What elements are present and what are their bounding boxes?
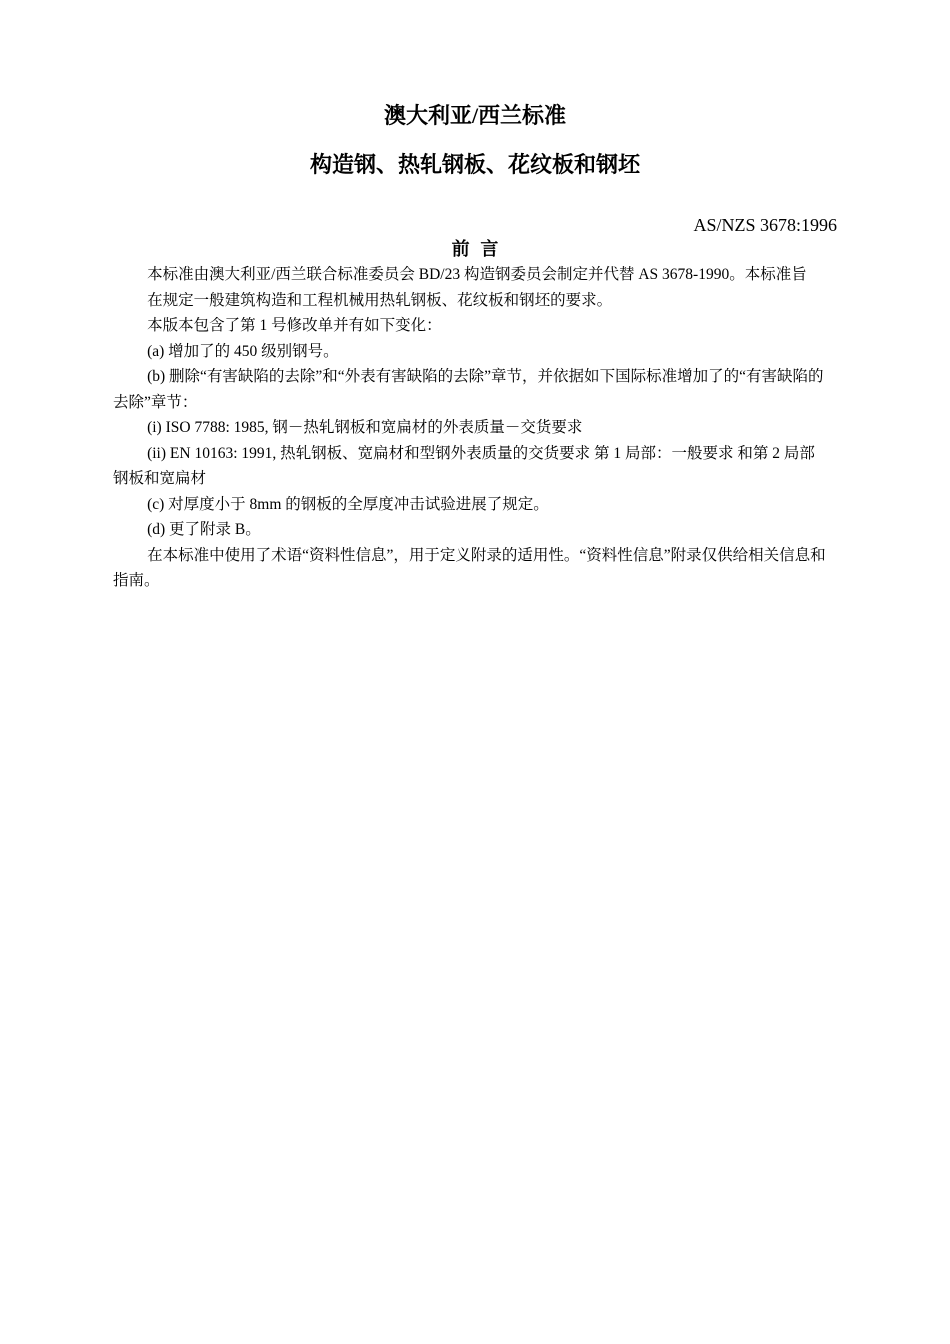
standard-number: AS/NZS 3678:1996: [693, 215, 837, 235]
paragraph-item-d: (d) 更了附录 B。: [147, 521, 261, 538]
paragraph-item-b: (b) 删除“有害缺陷的去除”和“外表有害缺陷的去除”章节，并依据如下国际标准增加了的“有害缺陷的去除”章节：: [113, 368, 824, 411]
paragraph-changes-intro: 本版本包含了第 1 号修改单并有如下变化：: [147, 317, 442, 334]
paragraph-item-b-ii: (ii) EN 10163: 1991, 热轧钢板、宽扁材和型钢外表质量的交货要求 第 1 局部：一般要求 和第 2 局部 钢板和宽扁材: [113, 444, 815, 487]
paragraph-item-c: (c) 对厚度小于 8mm 的钢板的全厚度冲击试验进展了规定。: [147, 495, 549, 513]
section-heading-foreword: 前言: [451, 239, 510, 259]
document-subtitle: 构造钢、热轧钢板、花纹板和钢坯: [309, 152, 640, 177]
paragraph-item-a: (a) 增加了的 450 级别钢号。: [147, 342, 339, 360]
paragraph-item-b-i: (i) ISO 7788: 1985, 钢－热轧钢板和宽扁材的外表质量－交货要求: [147, 419, 583, 436]
paragraph-informative-note: 在本标准中使用了术语“资料性信息”，用于定义附录的适用性。“资料性信息”附录仅供给相关信息和指南。: [113, 546, 826, 589]
paragraph-intro: 本标准由澳大利亚/西兰联合标准委员会 BD/23 构造钢委员会制定并代替 AS 3678-1990。本标准旨在规定一般建筑构造和工程机械用热轧钢板、花纹板和钢坯的要求。: [147, 266, 807, 309]
document-title: 澳大利亚/西兰标准: [383, 103, 567, 128]
foreword-body: [113, 262, 829, 594]
